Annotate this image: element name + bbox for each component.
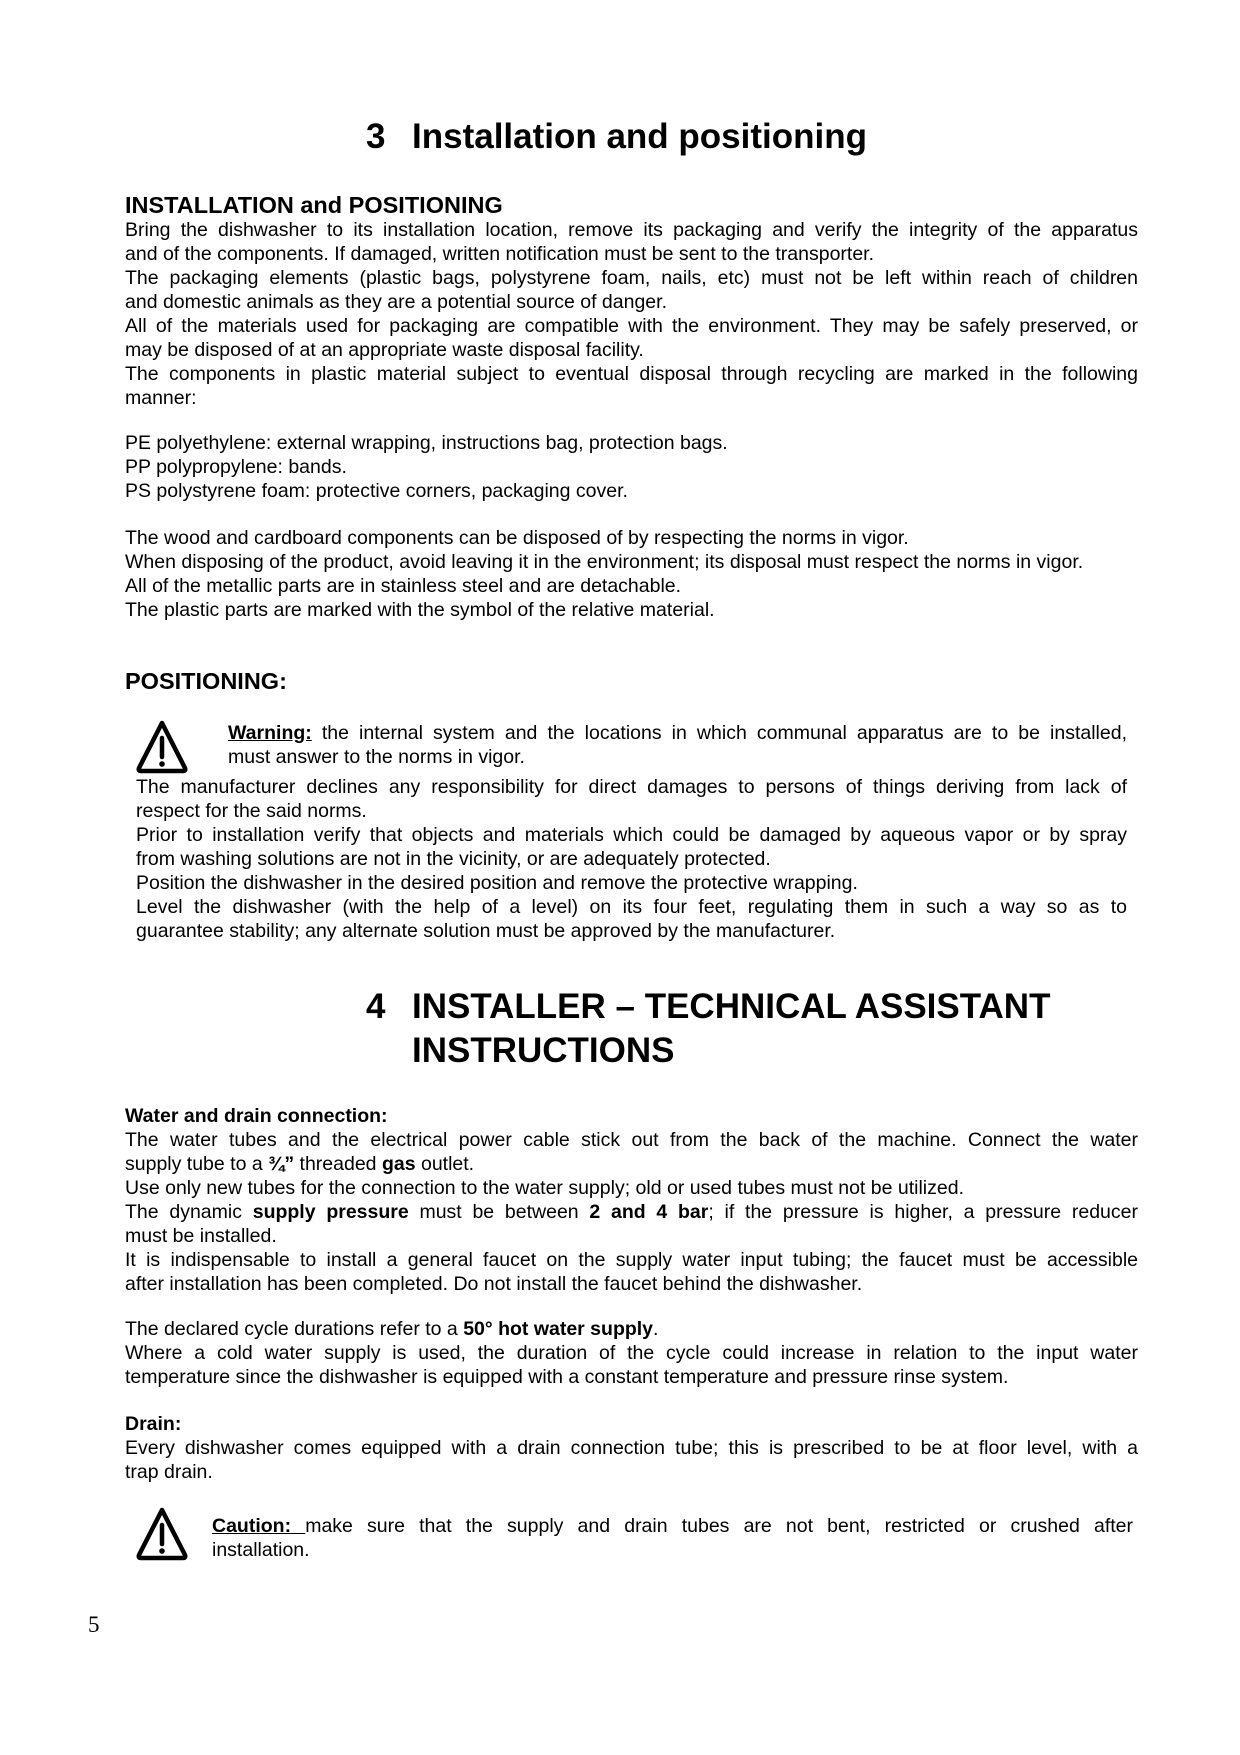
positioning-paragraph: [136, 775, 1127, 943]
text-line: All of the metallic parts are in stainless steel and are detachable.: [125, 575, 682, 597]
text-line: must be installed.: [125, 1225, 277, 1247]
warning-label: Warning:: [228, 722, 312, 744]
text-run: .: [653, 1318, 659, 1340]
chapter-3-number: 3: [366, 117, 386, 156]
water-paragraph: [125, 1128, 1138, 1296]
chapter-4-heading: [366, 985, 1066, 1073]
text-line: from washing solutions are not in the vicinity, or are adequately protected.: [136, 848, 771, 870]
chapter-4-title-line1: INSTALLER – TECHNICAL ASSISTANT: [412, 987, 1051, 1026]
text-run: gas: [381, 1153, 416, 1175]
text-line: [125, 1152, 1138, 1176]
caution-note: [212, 1514, 1133, 1562]
materials-list: [125, 431, 1138, 503]
installation-paragraph: [125, 218, 1138, 410]
text-line: All of the materials used for packaging are compatible with the environment. They may be safely preserved, or: [125, 315, 1138, 337]
text-run: The dynamic: [125, 1201, 253, 1223]
text-line: and domestic animals as they are a potential source of danger.: [125, 291, 667, 313]
chapter-3-title: Installation and positioning: [412, 117, 867, 156]
chapter-4-title-line2: INSTRUCTIONS: [412, 1031, 675, 1070]
disposal-paragraph: [125, 526, 1138, 622]
chapter-3-heading: [366, 115, 886, 159]
text-line: installation.: [212, 1539, 310, 1561]
text-line: Every dishwasher comes equipped with a drain connection tube; this is prescribed to be at floor level, with a: [125, 1437, 1138, 1459]
warning-note: [228, 721, 1127, 769]
list-item: PS polystyrene foam: protective corners, packaging cover.: [125, 480, 628, 502]
text-line: may be disposed of at an appropriate waste disposal facility.: [125, 339, 644, 361]
text-run: ¾”: [268, 1153, 295, 1175]
text-line: The water tubes and the electrical power cable stick out from the back of the machine. Connect the water: [125, 1129, 1138, 1151]
text-run: threaded: [294, 1153, 382, 1175]
installation-heading: INSTALLATION and POSITIONING: [125, 192, 503, 218]
text-line: guarantee stability; any alternate solution must be approved by the manufacturer.: [136, 920, 836, 942]
text-line: Bring the dishwasher to its installation location, remove its packaging and verify the integrity of the apparatus: [125, 219, 1138, 241]
text-line: [212, 1514, 1133, 1538]
text-run: supply tube to a: [125, 1153, 269, 1175]
text-run: 50° hot water supply: [463, 1318, 654, 1340]
text-run: outlet.: [415, 1153, 475, 1175]
text-line: Use only new tubes for the connection to the water supply; old or used tubes must not be utilized.: [125, 1177, 964, 1199]
caution-triangle-icon: [134, 1505, 190, 1563]
text-line: must answer to the norms in vigor.: [228, 746, 525, 768]
text-run: ; if the pressure is higher, a pressure reducer: [708, 1201, 1138, 1223]
positioning-heading: POSITIONING:: [125, 668, 287, 694]
text-line: respect for the said norms.: [136, 800, 367, 822]
water-drain-heading: Water and drain connection:: [125, 1105, 388, 1127]
list-item: PP polypropylene: bands.: [125, 456, 347, 478]
text-run: The declared cycle durations refer to a: [125, 1318, 464, 1340]
text-line: trap drain.: [125, 1461, 213, 1483]
text-line: The plastic parts are marked with the symbol of the relative material.: [125, 599, 715, 621]
cycle-paragraph: [125, 1317, 1138, 1389]
drain-paragraph: [125, 1436, 1138, 1484]
warning-text: the internal system and the locations in which communal apparatus are to be installed,: [311, 722, 1127, 744]
drain-heading: Drain:: [125, 1413, 182, 1435]
text-line: after installation has been completed. Do not install the faucet behind the dishwasher.: [125, 1273, 863, 1295]
text-line: manner:: [125, 387, 197, 409]
text-run: supply pressure: [252, 1201, 409, 1223]
text-line: [228, 721, 1127, 745]
caution-text: make sure that the supply and drain tubes are not bent, restricted or crushed after: [305, 1515, 1134, 1537]
chapter-4-number: 4: [366, 987, 386, 1026]
text-line: The wood and cardboard components can be disposed of by respecting the norms in vigor.: [125, 527, 909, 549]
text-line: The components in plastic material subject to eventual disposal through recycling are marked in the following: [125, 363, 1138, 385]
text-line: temperature since the dishwasher is equipped with a constant temperature and pressure rinse system.: [125, 1366, 1009, 1388]
text-run: 2 and 4 bar: [589, 1201, 709, 1223]
text-line: Where a cold water supply is used, the duration of the cycle could increase in relation to the input water: [125, 1342, 1138, 1364]
text-line: and of the components. If damaged, written notification must be sent to the transporter.: [125, 243, 875, 265]
caution-label: Caution:: [212, 1515, 306, 1537]
text-run: must be between: [408, 1201, 590, 1223]
text-line: The manufacturer declines any responsibility for direct damages to persons of things deriving from lack of: [136, 776, 1127, 798]
text-line: Position the dishwasher in the desired position and remove the protective wrapping.: [136, 872, 858, 894]
list-item: PE polyethylene: external wrapping, instructions bag, protection bags.: [125, 432, 728, 454]
text-line: The packaging elements (plastic bags, polystyrene foam, nails, etc) must not be left within reach of children: [125, 267, 1138, 289]
text-line: [125, 1317, 1138, 1341]
text-line: It is indispensable to install a general faucet on the supply water input tubing; the faucet must be accessible: [125, 1249, 1138, 1271]
text-line: [125, 1200, 1138, 1224]
page-number: 5: [88, 1612, 100, 1637]
text-line: Level the dishwasher (with the help of a level) on its four feet, regulating them in such a way so as to: [136, 896, 1127, 918]
warning-triangle-icon: [134, 718, 190, 776]
text-line: When disposing of the product, avoid leaving it in the environment; its disposal must respect the norms in vigor.: [125, 551, 1084, 573]
text-line: Prior to installation verify that objects and materials which could be damaged by aqueous vapor or by spray: [136, 824, 1127, 846]
